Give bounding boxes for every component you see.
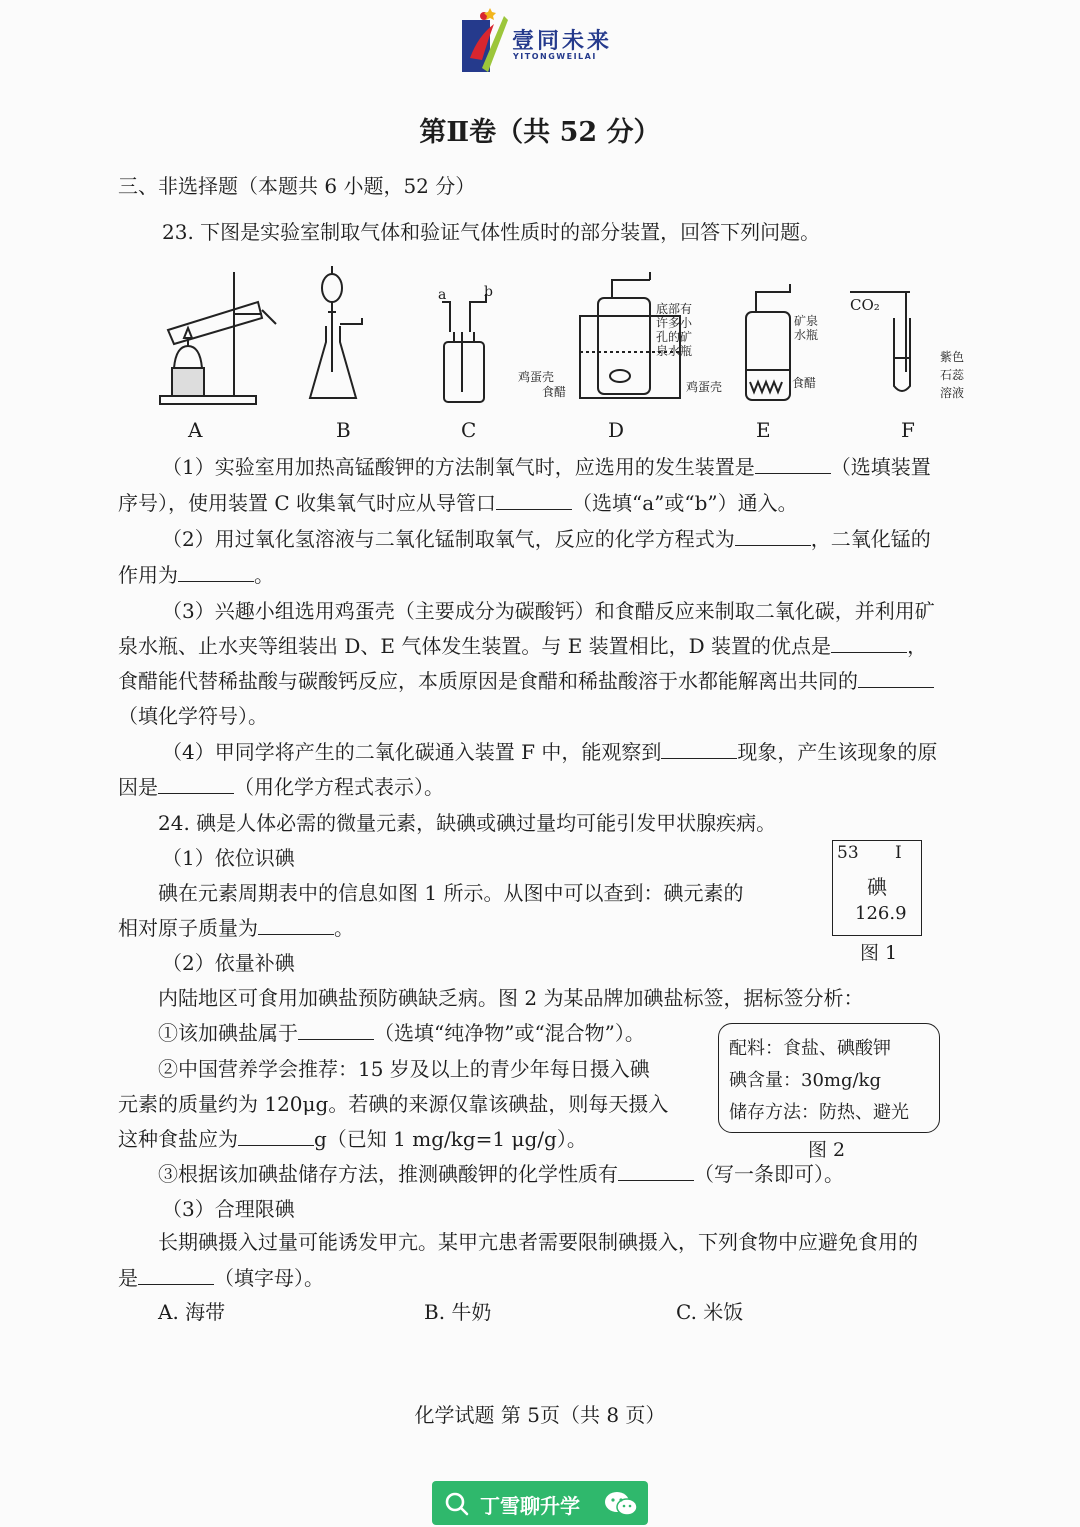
answer-blank[interactable] bbox=[138, 1264, 214, 1285]
section-heading: 三、非选择题（本题共 6 小题，52 分） bbox=[118, 174, 476, 198]
d-note-2: 许多小 bbox=[656, 316, 693, 330]
apparatus-a-drawing bbox=[160, 272, 276, 404]
brand-name: 壹同未来 bbox=[512, 29, 613, 54]
answer-blank[interactable] bbox=[298, 1019, 374, 1040]
label-c: C bbox=[461, 418, 477, 442]
element-name: 碘 bbox=[867, 875, 887, 899]
figure-1-caption: 图 1 bbox=[860, 942, 898, 964]
answer-blank[interactable] bbox=[158, 773, 234, 794]
atomic-number: 53 bbox=[837, 843, 859, 863]
label-iodine-content: 碘含量：30mg/kg bbox=[729, 1070, 881, 1091]
wechat-search-button[interactable] bbox=[432, 1481, 648, 1525]
q24-s2-item2-line3: 这种食盐应为 g（已知 1 mg/kg=1 μg/g）。 bbox=[118, 1127, 587, 1151]
option-c: C. 米饭 bbox=[676, 1300, 744, 1324]
q24-s2-heading: （2）依量补碘 bbox=[162, 951, 295, 975]
page-title: 第Ⅱ卷（共 52 分） bbox=[419, 117, 661, 148]
e-note-2: 水瓶 bbox=[794, 328, 819, 342]
brand-sub: YITONGWEILAI bbox=[513, 52, 597, 61]
answer-blank[interactable] bbox=[258, 914, 334, 935]
label-f: F bbox=[901, 418, 915, 442]
answer-blank[interactable] bbox=[755, 453, 831, 474]
q24-s1-heading: （1）依位识碘 bbox=[162, 846, 295, 870]
figure-2-caption: 图 2 bbox=[808, 1139, 846, 1161]
label-a: A bbox=[188, 418, 203, 442]
q24-s3-line1: 长期碘摄入过量可能诱发甲亢。某甲亢患者需要限制碘摄入，下列食物中应避免食用的 bbox=[158, 1230, 918, 1254]
q23-p3-line3: 食醋能代替稀盐酸与碳酸钙反应，本质原因是食醋和稀盐酸溶于水都能解离出共同的 bbox=[118, 666, 934, 696]
iodine-element-tile bbox=[832, 840, 922, 936]
q23-p3-line4: （填化学符号）。 bbox=[118, 704, 268, 728]
q23-p1-line2: 序号），使用装置 C 收集氧气时应从导管口 （选填“a”或“b”）通入。 bbox=[118, 491, 798, 515]
option-b: B. 牛奶 bbox=[424, 1300, 492, 1324]
f-note-1: 紫色 bbox=[940, 350, 965, 364]
q24-s1-line1: 碘在元素周期表中的信息如图 1 所示。从图中可以查到：碘元素的 bbox=[158, 881, 744, 905]
label-e: E bbox=[756, 418, 771, 442]
q23-p2-line2: 作用为 。 bbox=[118, 563, 274, 587]
e-right-note: 食醋 bbox=[792, 376, 817, 390]
q24-s2-line1: 内陆地区可食用加碘盐预防碘缺乏病。图 2 为某品牌加碘盐标签，据标签分析： bbox=[158, 986, 864, 1010]
answer-blank[interactable] bbox=[831, 632, 907, 653]
q23-p3-line2: 泉水瓶、止水夹等组装出 D、E 气体发生装置。与 E 装置相比，D 装置的优点是 ， bbox=[118, 634, 928, 658]
q23-stem: 23. 下图是实验室制取气体和验证气体性质时的部分装置，回答下列问题。 bbox=[162, 220, 821, 244]
f-gas: CO₂ bbox=[850, 296, 880, 314]
q23-p4-line1: （4）甲同学将产生的二氧化碳通入装置 F 中，能观察到 现象，产生该现象的原 bbox=[162, 740, 938, 764]
salt-label-box bbox=[718, 1023, 940, 1133]
c-port-b: b bbox=[484, 284, 493, 300]
d-note-4: 泉水瓶 bbox=[656, 344, 693, 358]
q24-s2-item3: ③根据该加碘盐储存方法，推测碘酸钾的化学性质有 （写一条即可）。 bbox=[158, 1162, 844, 1186]
q24-s2-item2-line1: ②中国营养学会推荐：15 岁及以上的青少年每日摄入碘 bbox=[158, 1057, 650, 1081]
brand-logo bbox=[460, 6, 630, 78]
q24-s2-item1: ①该加碘盐属于 （选填“纯净物”或“混合物”）。 bbox=[158, 1021, 645, 1045]
q24-s1-line2: 相对原子质量为 。 bbox=[118, 916, 354, 940]
e-note-1: 矿泉 bbox=[794, 314, 819, 328]
label-d: D bbox=[608, 418, 625, 442]
label-b: B bbox=[336, 418, 351, 442]
page-footer: 化学试题 第 5页（共 8 页） bbox=[414, 1403, 666, 1427]
brand-logo-icon bbox=[460, 6, 510, 76]
c-port-a: a bbox=[438, 287, 447, 303]
answer-blank[interactable] bbox=[735, 525, 811, 546]
apparatus-c-drawing bbox=[442, 294, 486, 402]
answer-blank[interactable] bbox=[238, 1125, 314, 1146]
q23-p4-line2: 因是 （用化学方程式表示）。 bbox=[118, 775, 444, 799]
q23-p1-line1: （1）实验室用加热高锰酸钾的方法制氧气时，应选用的发生装置是 （选填装置 bbox=[162, 455, 931, 479]
search-icon bbox=[444, 1491, 470, 1517]
d-note-1: 底部有 bbox=[656, 302, 693, 316]
answer-blank[interactable] bbox=[618, 1160, 694, 1181]
answer-blank[interactable] bbox=[858, 667, 934, 688]
answer-blank[interactable] bbox=[661, 738, 737, 759]
apparatus-e-drawing bbox=[746, 284, 790, 400]
f-note-3: 溶液 bbox=[940, 386, 965, 400]
f-note-2: 石蕊 bbox=[940, 368, 965, 382]
d-bottom-2: 食醋 bbox=[542, 385, 567, 399]
wechat-account-name: 丁雪聊升学 bbox=[480, 1494, 580, 1518]
q24-s3-heading: （3）合理限碘 bbox=[162, 1197, 295, 1221]
q24-stem: 24. 碘是人体必需的微量元素，缺碘或碘过量均可能引发甲状腺疾病。 bbox=[158, 811, 777, 835]
answer-blank[interactable] bbox=[178, 561, 254, 582]
option-a: A. 海带 bbox=[158, 1300, 226, 1324]
q23-p2-line1: （2）用过氧化氢溶液与二氧化锰制取氧气，反应的化学方程式为 ，二氧化锰的 bbox=[162, 527, 931, 551]
apparatus-figure bbox=[150, 262, 990, 422]
q24-s2-item2-line2: 元素的质量约为 120μg。若碘的来源仅靠该碘盐，则每天摄入 bbox=[118, 1092, 669, 1116]
label-storage: 储存方法：防热、避光 bbox=[729, 1102, 909, 1123]
d-bottom-1: 鸡蛋壳 bbox=[518, 370, 555, 384]
q24-s3-line2: 是 （填字母）。 bbox=[118, 1266, 324, 1290]
d-note-3: 孔的矿 bbox=[656, 330, 693, 344]
e-left-note: 鸡蛋壳 bbox=[686, 380, 723, 394]
apparatus-b-drawing bbox=[310, 266, 362, 398]
element-symbol: I bbox=[895, 843, 902, 863]
atomic-mass: 126.9 bbox=[855, 903, 907, 924]
label-ingredients: 配料：食盐、碘酸钾 bbox=[729, 1038, 891, 1059]
answer-blank[interactable] bbox=[496, 489, 572, 510]
wechat-icon bbox=[604, 1490, 638, 1518]
q23-p3-line1: （3）兴趣小组选用鸡蛋壳（主要成分为碳酸钙）和食醋反应来制取二氧化碳，并利用矿 bbox=[162, 599, 935, 623]
